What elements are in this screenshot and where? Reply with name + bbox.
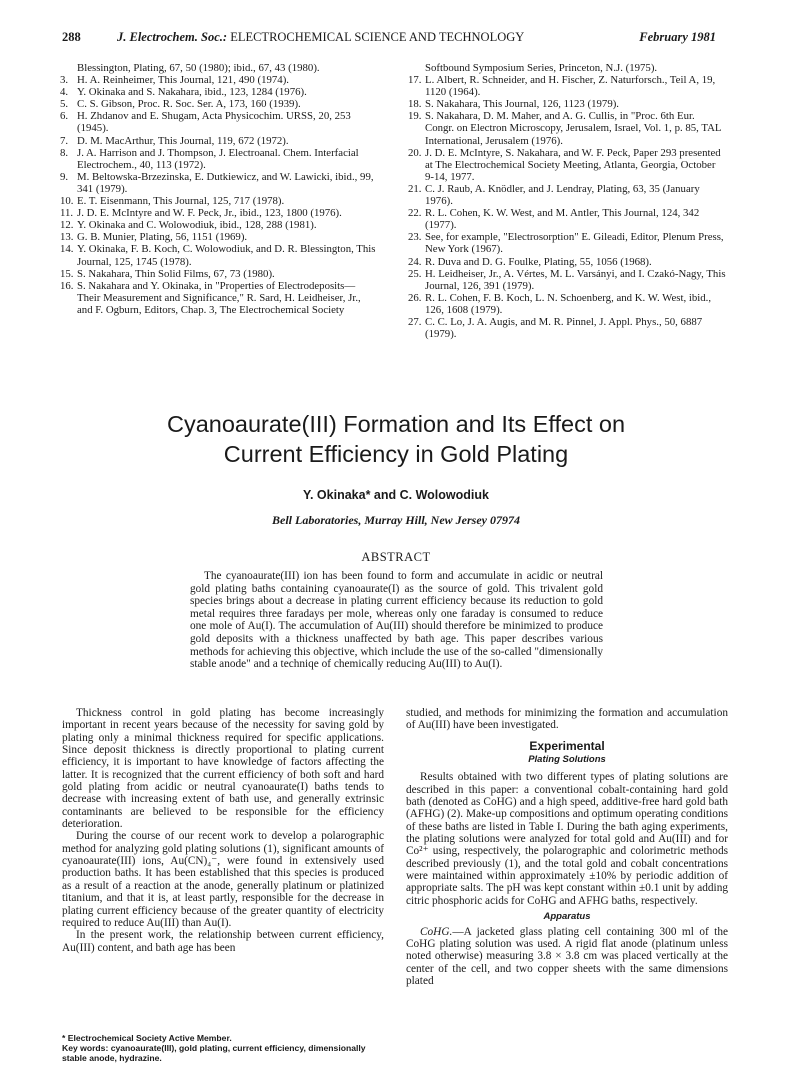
body-right-column [406, 707, 728, 987]
journal-abbrev: J. Electrochem. Soc.: [117, 30, 228, 44]
article-authors: Y. Okinaka* and C. Wolowodiuk [303, 488, 489, 502]
issue-date: February 1981 [639, 30, 716, 44]
reference-item: 11. J. D. E. McIntyre and W. F. Peck, Jr., ibid., 123, 1800 (1976). [60, 207, 342, 220]
reference-item: 17. L. Albert, R. Schneider, and H. Fischer, Z. Naturforsch., Teil A, 19, 1120 (1964). [408, 74, 716, 99]
abstract-text: The cyanoaurate(III) ion has been found to form and accumulate in acidic or neutral gold plating baths containing cyanoaurate(I) as the source of gold. This trivalent gold species brings about a decrease in plating current efficiency because its reduction to gold metal requires three faradays per mole, whereas only one faraday is consumed to reduce one mole of Au(I). The accumulation of Au(III) should therefore be minimized to produce gold deposits with a thickness unaffected by bath age. This paper describes various methods for achieving this objective, which include the use of the so-called "dimensionally stable anode" and a techniqe of chemically reducing Au(III) to Au(I). [190, 570, 603, 671]
reference-item: 19. S. Nakahara, D. M. Maher, and A. G. Cullis, in "Proc. 6th Eur. Congr. on Electron Microscopy, Jerusalem, Israel, Vol. 1, p. 85, TAL International, Jerusalem (1976). [408, 110, 722, 147]
reference-item: 3. H. A. Reinheimer, This Journal, 121, 490 (1974). [60, 74, 289, 87]
article-title-line-2: Current Efficiency in Gold Plating [223, 441, 569, 467]
footnotes [62, 1033, 384, 1063]
reference-item: 4. Y. Okinaka and S. Nakahara, ibid., 123, 1284 (1976). [60, 86, 307, 99]
author-affiliation: Bell Laboratories, Murray Hill, New Jersey 07974 [272, 513, 520, 527]
apparatus-text: —A jacketed glass plating cell containing 300 ml of the CoHG plating solution was used. A rigid flat anode (platinum unless noted otherwise) measuring 3.8 × 3.8 cm was placed vertically at the center of the cell, and two copper sheets with the same dimensions plated [406, 925, 728, 987]
reference-item: 22. R. L. Cohen, K. W. West, and M. Antler, This Journal, 124, 342 (1977). [408, 207, 700, 232]
reference-item: 10. E. T. Eisenmann, This Journal, 125, 717 (1978). [60, 195, 285, 208]
journal-name [117, 30, 524, 45]
references-right-column [408, 62, 726, 340]
apparatus-label: CoHG. [420, 925, 453, 938]
article-title-line-1: Cyanoaurate(III) Formation and Its Effect on [166, 411, 626, 437]
section-heading-experimental: Experimental [529, 738, 605, 753]
reference-item: Softbound Symposium Series, Princeton, N.J. (1975). [425, 62, 658, 74]
reference-item: 6. H. Zhdanov and E. Shugam, Acta Physicochim. URSS, 20, 253 (1945). [60, 110, 351, 135]
reference-item: 21. C. J. Raub, A. Knödler, and J. Lendray, Plating, 63, 35 (January 1976). [408, 182, 700, 208]
body-paragraph [406, 926, 728, 988]
body-paragraph: In the present work, the relationship between current efficiency, Au(III) content, and bath age has been [62, 929, 384, 954]
footnote-member: * Electrochemical Society Active Member. [62, 1033, 232, 1043]
reference-item: Blessington, Plating, 67, 50 (1980); ibid., 67, 43 (1980). [77, 62, 320, 74]
subsection-heading-plating-solutions: Plating Solutions [528, 754, 606, 766]
reference-item: 24. R. Duva and D. G. Foulke, Plating, 55, 1056 (1968). [408, 255, 652, 268]
reference-item: 13. G. B. Munier, Plating, 56, 1151 (1969). [60, 231, 248, 244]
reference-item: 27. C. C. Lo, J. A. Augis, and M. R. Pinnel, J. Appl. Phys., 50, 6887 (1979). [408, 315, 703, 341]
reference-item: 15. S. Nakahara, Thin Solid Films, 67, 73 (1980). [60, 267, 275, 280]
reference-item: 23. See, for example, "Electrosorption" E. Gileadi, Editor, Plenum Press, New York (1967). [408, 231, 724, 256]
references-left-column [60, 62, 376, 316]
reference-item: 5. C. S. Gibson, Proc. R. Soc. Ser. A, 173, 160 (1939). [60, 98, 301, 111]
body-left-column [62, 707, 384, 954]
reference-item: 16. S. Nakahara and Y. Okinaka, in "Properties of Electrodeposits—Their Measurement and Significance," R. Sard, H. Leidheiser, Jr., and F. Ogburn, Editors, Chap. 3, The Electrochemical Society [60, 279, 361, 316]
reference-item: 8. J. A. Harrison and J. Thompson, J. Electroanal. Chem. Interfacial Electrochem., 40, 113 (1972). [60, 146, 359, 171]
reference-item: 26. R. L. Cohen, F. B. Koch, L. N. Schoenberg, and K. W. West, ibid., 126, 1608 (1979). [408, 291, 712, 316]
abstract-heading: ABSTRACT [361, 550, 431, 564]
reference-item: 9. M. Beltowska-Brzezinska, E. Dutkiewicz, and W. Lawicki, ibid., 99, 341 (1979). [60, 170, 374, 195]
body-paragraph: During the course of our recent work to develop a polarographic method for analyzing gold plating solutions (1), significant amounts of cyanoaurate(III) ions, Au(CN)₄⁻, were found in extensively used production baths. It has been established that this species is produced as a result of a reaction at the anode, generally platinum or platinized titanium, and that it is, at least partly, responsible for the decrease in plating current efficiency because of the greater quantity of electricity required to reduce Au(III) than Au(I). [62, 830, 384, 929]
body-paragraph: Results obtained with two different types of plating solutions are described in this paper: a conventional cobalt-containing hard gold bath (denoted as CoHG) and a high speed, additive-free hard gold bath (AFHG) (2). Make-up compositions and optimum operating conditions of these baths are listed in Table I. During the bath aging experiments, the plating solutions were analyzed for total gold and Au(III) and for Co²⁺ using, respectively, the polarographic and colorimetric methods described previously (1), and the total gold and cobalt concentrations were maintained within approximately ±10% by periodic addition of appropriate salts. The pH was kept constant within ±0.1 unit by adding citric phosphoric acids for CoHG and AFHG baths, respectively. [406, 771, 728, 907]
page-number: 288 [62, 30, 81, 44]
body-paragraph: studied, and methods for minimizing the formation and accumulation of Au(III) have been investigated. [406, 707, 728, 732]
journal-section: ELECTROCHEMICAL SCIENCE AND TECHNOLOGY [227, 30, 525, 44]
running-header [62, 30, 716, 48]
reference-item: 25. H. Leidheiser, Jr., A. Vértes, M. L. Varsányi, and I. Czakó-Nagy, This Journal, 126, 391 (1979). [408, 267, 726, 292]
abstract-body [190, 570, 603, 671]
body-paragraph: Thickness control in gold plating has become increasingly important in recent years because of the necessity for saving gold by plating only a minimal thickness required for specific applications. Since deposit thickness is directly proportional to plating current efficiency, it is important to have knowledge of factors affecting the latter. It is recognized that the current efficiency of both soft and hard gold plating from acidic or neutral cyanoaurate(I) baths tends to decrease with increasing extent of bath use, and generally extrinsic contaminants are believed to be responsible for the efficiency deterioration. [62, 707, 384, 831]
reference-item: 18. S. Nakahara, This Journal, 126, 1123 (1979). [408, 98, 620, 111]
reference-item: 20. J. D. E. McIntyre, S. Nakahara, and W. F. Peck, Paper 293 presented at The Electrochemical Society Meeting, Atlanta, Georgia, October 9-14, 1977. [408, 146, 721, 183]
footnote-keywords: Key words: cyanoaurate(III), gold plating, current efficiency, dimensionally stable anode, hydrazine. [62, 1043, 366, 1063]
reference-item: 7. D. M. MacArthur, This Journal, 119, 672 (1972). [60, 134, 289, 147]
subsection-heading-apparatus: Apparatus [543, 911, 591, 923]
reference-item: 14. Y. Okinaka, F. B. Koch, C. Wolowodiuk, and D. R. Blessington, This Journal, 125, 1745 (1978). [60, 243, 376, 268]
reference-item: 12. Y. Okinaka and C. Wolowodiuk, ibid., 128, 288 (1981). [60, 219, 317, 232]
